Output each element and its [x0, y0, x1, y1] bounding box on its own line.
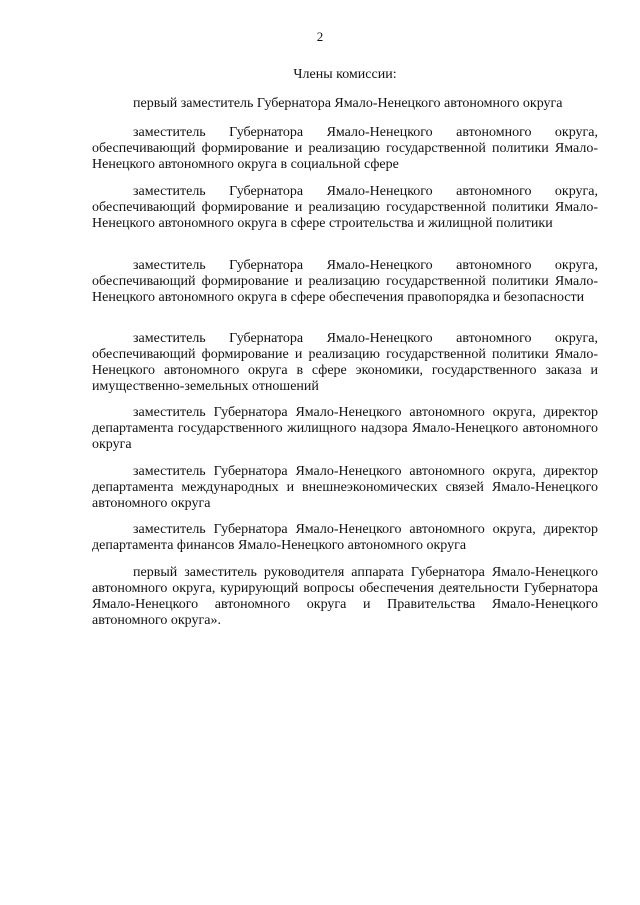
section-heading: Члены комиссии: [293, 67, 397, 82]
member-paragraph: заместитель Губернатора Ямало-Ненецкого автономного округа, директор департамента финансов Ямало-Ненецкого автономного округа [92, 522, 598, 553]
member-paragraph: заместитель Губернатора Ямало-Ненецкого автономного округа, директор департамента государственного жилищного надзора Ямало-Ненецкого автономного округа [92, 405, 598, 452]
member-paragraph: первый заместитель руководителя аппарата Губернатора Ямало-Ненецкого автономного округа, курирующий вопросы обеспечения деятельности Губернатора Ямало-Ненецкого автономного округа и Правительства Ямало-Ненецкого автономного округа». [92, 565, 598, 628]
member-paragraph: заместитель Губернатора Ямало-Ненецкого автономного округа, обеспечивающий формирование и реализацию государственной политики Ямало-Ненецкого автономного округа в социальной сфере [92, 125, 598, 172]
member-paragraph: заместитель Губернатора Ямало-Ненецкого автономного округа, обеспечивающий формирование и реализацию государственной политики Ямало-Ненецкого автономного округа в сфере строительства и жилищной политики [92, 184, 598, 231]
member-paragraph: заместитель Губернатора Ямало-Ненецкого автономного округа, обеспечивающий формирование и реализацию государственной политики Ямало-Ненецкого автономного округа в сфере обеспечения правопорядка и безопасности [92, 258, 598, 305]
member-paragraph: заместитель Губернатора Ямало-Ненецкого автономного округа, директор департамента международных и внешнеэкономических связей Ямало-Ненецкого автономного округа [92, 464, 598, 511]
page-number: 2 [316, 29, 324, 44]
member-paragraph: первый заместитель Губернатора Ямало-Ненецкого автономного округа [133, 96, 563, 111]
member-paragraph: заместитель Губернатора Ямало-Ненецкого автономного округа, обеспечивающий формирование и реализацию государственной политики Ямало-Ненецкого автономного округа в сфере экономики, государственного заказа и имущественно-земельных отношений [92, 331, 598, 394]
